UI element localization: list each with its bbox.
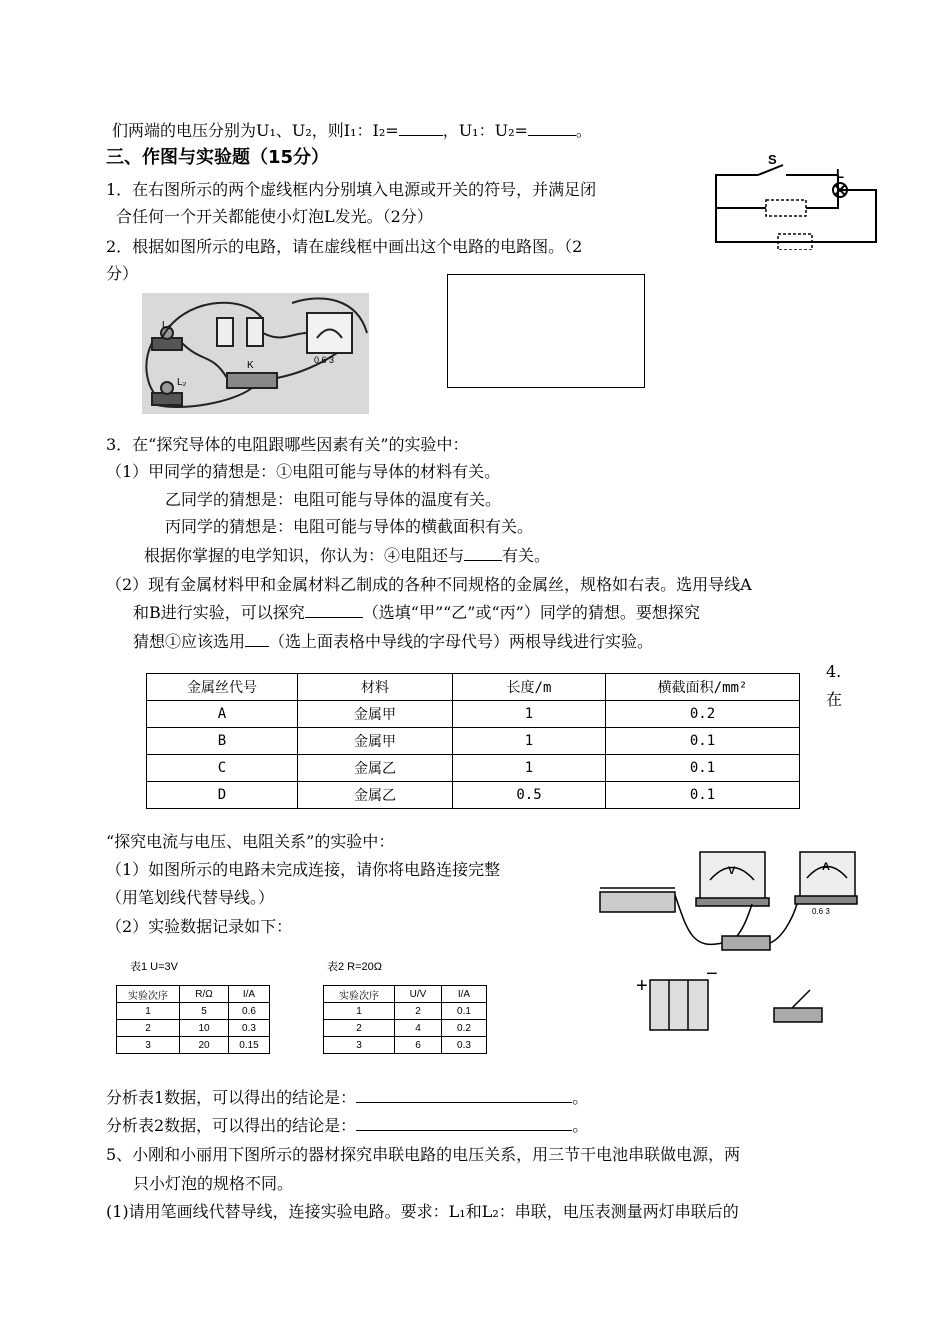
k-label: K [247, 360, 254, 371]
table-cell: 0.1 [606, 782, 800, 809]
q4-zai: 在 [826, 690, 843, 709]
table-row [117, 1020, 270, 1037]
voltmeter-label: V [728, 865, 736, 877]
table-cell: 1 [453, 755, 606, 782]
table-cell: C [147, 755, 298, 782]
prev-question-text-mid: ，U₁：U₂= [442, 121, 528, 140]
answer-blank[interactable] [528, 121, 576, 136]
answer-blank[interactable] [464, 546, 502, 561]
q3-line7-text: 和B进行实验，可以探究 [133, 603, 305, 622]
q3-line8-text: 猜想①应该选用 [133, 632, 246, 651]
q4-line3: （用笔划线代替导线。） [106, 888, 275, 907]
analysis1-text: 分析表1数据，可以得出的结论是： [106, 1088, 357, 1107]
table-header: 长度/m [453, 674, 606, 701]
table-header: 实验次序 [324, 986, 395, 1003]
table-cell: 0.6 [229, 1003, 270, 1020]
table-cell: 0.1 [606, 755, 800, 782]
table-cell: 1 [453, 701, 606, 728]
period: 。 [572, 1088, 589, 1107]
period: 。 [572, 1116, 589, 1135]
q2-drawing-box[interactable] [447, 274, 645, 388]
table-cell: 2 [117, 1020, 180, 1037]
table-cell: B [147, 728, 298, 755]
data-table-1 [116, 985, 270, 1054]
table-cell: 5 [180, 1003, 229, 1020]
table-cell: 0.1 [442, 1003, 487, 1020]
table-cell: 1 [324, 1003, 395, 1020]
table-cell: 0.3 [442, 1037, 487, 1054]
table-header-row [147, 674, 800, 701]
q4-line2: （1）如图所示的电路未完成连接，请你将电路连接完整 [106, 860, 501, 879]
minus-sign: − [706, 963, 718, 985]
data-table-2 [323, 985, 487, 1054]
q3-line5-text: 根据你掌握的电学知识，你认为：④电阻还与 [144, 546, 465, 565]
table-cell: 1 [453, 728, 606, 755]
plus-sign: + [636, 975, 648, 997]
prev-question-text: 们两端的电压分别为U₁、U₂，则I₁：I₂= [112, 121, 399, 140]
table-header: 金属丝代号 [147, 674, 298, 701]
table-cell: 20 [180, 1037, 229, 1054]
table-row [147, 782, 800, 809]
q3-line7-end: （选填“甲”“乙”或“丙”）同学的猜想。要想探究 [362, 603, 700, 622]
answer-blank[interactable] [305, 603, 363, 618]
table-cell: 2 [395, 1003, 442, 1020]
meter-scale: 0.6 3 [314, 355, 335, 365]
q3-line5-end: 有关。 [502, 546, 551, 565]
q5-line3: (1)请用笔画线代替导线，连接实验电路。要求：L₁和L₂：串联，电压表测量两灯串联后的 [106, 1202, 739, 1221]
analysis-line-1 [106, 1088, 588, 1108]
q4-equipment-figure [592, 840, 860, 1036]
table-cell: A [147, 701, 298, 728]
answer-blank[interactable] [356, 1088, 572, 1103]
table-cell: 0.5 [453, 782, 606, 809]
q3-line2: （1）甲同学的猜想是：①电阻可能与导体的材料有关。 [106, 462, 501, 481]
table-cell: 2 [324, 1020, 395, 1037]
table-cell: 10 [180, 1020, 229, 1037]
analysis-line-2 [106, 1116, 588, 1136]
q4-line4: （2）实验数据记录如下： [106, 917, 293, 936]
answer-blank[interactable] [245, 632, 269, 647]
answer-blank[interactable] [356, 1116, 572, 1131]
table-cell: 4 [395, 1020, 442, 1037]
table-row [324, 1020, 487, 1037]
l2-label: L₂ [177, 377, 187, 388]
table-cell: 1 [117, 1003, 180, 1020]
ammeter-scale: 0.6 3 [812, 907, 830, 916]
table-cell: 6 [395, 1037, 442, 1054]
table-cell: 金属乙 [298, 782, 453, 809]
q2-photo-drawing [142, 293, 369, 414]
q3-line6: （2）现有金属材料甲和金属材料乙制成的各种不同规格的金属丝，规格如右表。选用导线A [106, 575, 752, 594]
q1-circuit-figure [708, 150, 884, 250]
table-header-row [324, 986, 487, 1003]
period: 。 [575, 121, 592, 140]
q2-line2: 分） [106, 264, 139, 283]
answer-blank[interactable] [399, 121, 443, 136]
section-title: 三、作图与实验题（15分） [106, 147, 330, 168]
table-cell: D [147, 782, 298, 809]
table-row [147, 728, 800, 755]
analysis2-text: 分析表2数据，可以得出的结论是： [106, 1116, 357, 1135]
table-row [324, 1003, 487, 1020]
table-header: 横截面积/mm² [606, 674, 800, 701]
table-row [147, 701, 800, 728]
q3-line3: 乙同学的猜想是：电阻可能与导体的温度有关。 [165, 490, 502, 509]
table-cell: 0.2 [442, 1020, 487, 1037]
l1-label: L₁ [162, 320, 171, 331]
table-header: U/V [395, 986, 442, 1003]
prev-question-line [112, 121, 592, 141]
table-cell: 金属甲 [298, 728, 453, 755]
table-header: I/A [442, 986, 487, 1003]
wire-spec-table [146, 673, 800, 809]
ammeter-label: A [822, 861, 830, 873]
q4-line1: “探究电流与电压、电阻关系”的实验中： [106, 832, 395, 851]
lamp-label: L [836, 166, 844, 181]
table-cell: 0.2 [606, 701, 800, 728]
q3-line1: 3．在“探究导体的电阻跟哪些因素有关”的实验中： [106, 435, 469, 454]
q3-line8-end: （选上面表格中导线的字母代号）两根导线进行实验。 [269, 632, 654, 651]
table-header: 实验次序 [117, 986, 180, 1003]
table-cell: 3 [324, 1037, 395, 1054]
table-header: 材料 [298, 674, 453, 701]
table-row [324, 1037, 487, 1054]
table-row [147, 755, 800, 782]
q3-line8 [133, 632, 653, 652]
table-cell: 金属乙 [298, 755, 453, 782]
table1-caption: 表1 U=3V [130, 961, 178, 973]
table-row [117, 1003, 270, 1020]
table-header-row [117, 986, 270, 1003]
switch-label: S [768, 152, 777, 167]
q4-number: 4. [826, 662, 842, 681]
q5-line2: 只小灯泡的规格不同。 [133, 1174, 294, 1193]
table-cell: 0.1 [606, 728, 800, 755]
q1-line2: 合任何一个开关都能使小灯泡L发光。（2分） [116, 207, 433, 226]
table-header: R/Ω [180, 986, 229, 1003]
table2-caption: 表2 R=20Ω [327, 961, 382, 973]
q2-circuit-photo [142, 293, 369, 414]
table-row [117, 1037, 270, 1054]
q3-line7 [133, 603, 700, 623]
q3-line4: 丙同学的猜想是：电阻可能与导体的横截面积有关。 [165, 517, 534, 536]
q3-line5 [144, 546, 550, 566]
q1-line1: 1．在右图所示的两个虚线框内分别填入电源或开关的符号，并满足闭 [106, 180, 597, 199]
table-cell: 0.3 [229, 1020, 270, 1037]
table-cell: 0.15 [229, 1037, 270, 1054]
q5-line1: 5、小刚和小丽用下图所示的器材探究串联电路的电压关系，用三节干电池串联做电源，两 [106, 1145, 741, 1164]
table-header: I/A [229, 986, 270, 1003]
table-cell: 金属甲 [298, 701, 453, 728]
table-cell: 3 [117, 1037, 180, 1054]
q2-line1: 2．根据如图所示的电路，请在虚线框中画出这个电路的电路图。（2 [106, 237, 583, 256]
dashed-box-upper[interactable] [766, 200, 806, 216]
